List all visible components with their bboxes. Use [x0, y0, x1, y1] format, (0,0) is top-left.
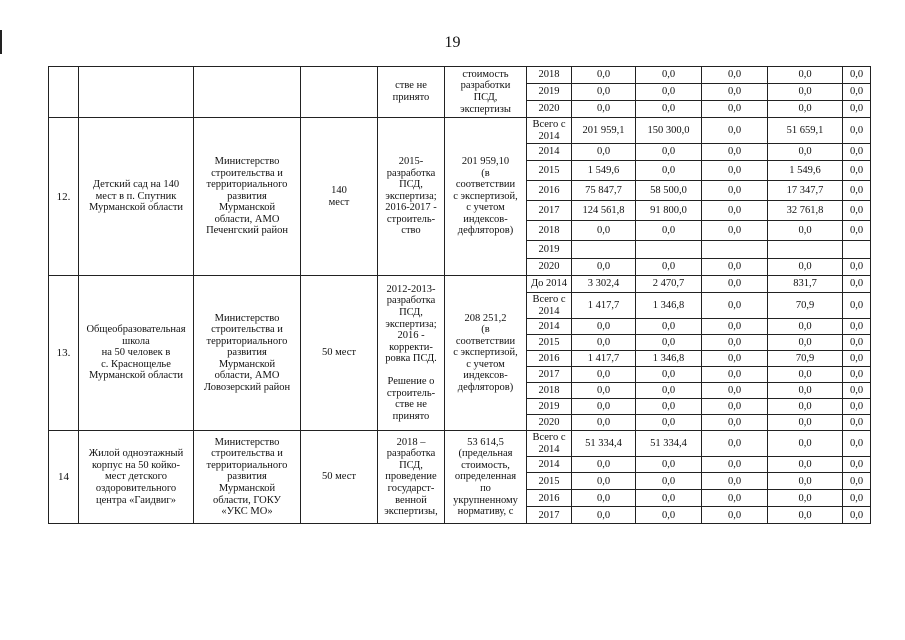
value-cell: 0,0 — [572, 507, 636, 524]
value-cell: 0,0 — [702, 181, 768, 201]
year-cell: 2014 — [527, 457, 572, 473]
value-cell: 0,0 — [843, 415, 871, 431]
value-cell: 3 302,4 — [572, 276, 636, 293]
value-cell: 0,0 — [636, 101, 702, 118]
value-cell: 0,0 — [702, 118, 768, 144]
year-cell: 2017 — [527, 201, 572, 221]
value-cell: 0,0 — [636, 473, 702, 490]
value-cell: 0,0 — [768, 101, 843, 118]
customer: Министерство строительства и территориального развития Мурманской области, АМО Ловозерский район — [194, 276, 301, 431]
value-cell: 0,0 — [702, 335, 768, 351]
page-number: 19 — [444, 34, 461, 51]
value-cell: 0,0 — [768, 473, 843, 490]
value-cell: 0,0 — [636, 383, 702, 399]
value-cell: 0,0 — [843, 473, 871, 490]
year-cell: 2018 — [527, 221, 572, 241]
value-cell: 0,0 — [702, 221, 768, 241]
capacity: 140 мест — [301, 118, 378, 276]
capacity — [301, 67, 378, 118]
value-cell: 0,0 — [768, 415, 843, 431]
cost: 53 614,5 (предельная стоимость, определенная по укрупненному нормативу, с — [445, 431, 527, 524]
value-cell: 0,0 — [572, 319, 636, 335]
value-cell: 0,0 — [636, 399, 702, 415]
value-cell: 0,0 — [768, 335, 843, 351]
value-cell: 831,7 — [768, 276, 843, 293]
customer: Министерство строительства и территориального развития Мурманской области, АМО Печенгский район — [194, 118, 301, 276]
value-cell: 0,0 — [843, 490, 871, 507]
value-cell: 0,0 — [702, 457, 768, 473]
object-name: Детский сад на 140 мест в п. Спутник Мурманской области — [79, 118, 194, 276]
cost: стоимость разработки ПСД, экспертизы — [445, 67, 527, 118]
year-cell: 2016 — [527, 490, 572, 507]
value-cell: 0,0 — [702, 351, 768, 367]
value-cell: 0,0 — [702, 415, 768, 431]
value-cell: 0,0 — [843, 431, 871, 457]
value-cell: 0,0 — [702, 319, 768, 335]
value-cell — [636, 241, 702, 259]
value-cell: 0,0 — [572, 383, 636, 399]
value-cell: 0,0 — [636, 490, 702, 507]
year-cell: 2020 — [527, 415, 572, 431]
value-cell: 0,0 — [572, 490, 636, 507]
value-cell: 0,0 — [702, 399, 768, 415]
year-cell: 2018 — [527, 383, 572, 399]
value-cell: 124 561,8 — [572, 201, 636, 221]
value-cell: 0,0 — [843, 67, 871, 84]
value-cell: 0,0 — [702, 101, 768, 118]
value-cell: 0,0 — [702, 367, 768, 383]
value-cell: 0,0 — [636, 84, 702, 101]
year-cell: 2017 — [527, 367, 572, 383]
year-cell: 2019 — [527, 399, 572, 415]
year-cell: 2016 — [527, 351, 572, 367]
value-cell: 0,0 — [572, 67, 636, 84]
value-cell: 70,9 — [768, 351, 843, 367]
year-cell: 2014 — [527, 144, 572, 161]
value-cell: 0,0 — [768, 144, 843, 161]
year-cell: Всего с 2014 — [527, 118, 572, 144]
value-cell: 0,0 — [843, 367, 871, 383]
stage: 2015- разработка ПСД, экспертиза; 2016-2017 - строитель- ство — [378, 118, 445, 276]
object-name: Жилой одноэтажный корпус на 50 койко- мест детского оздоровительного центра «Гаидвиг» — [79, 431, 194, 524]
value-cell: 17 347,7 — [768, 181, 843, 201]
value-cell: 0,0 — [572, 415, 636, 431]
value-cell: 70,9 — [768, 293, 843, 319]
value-cell: 0,0 — [768, 221, 843, 241]
year-cell: 2018 — [527, 67, 572, 84]
value-cell: 2 470,7 — [636, 276, 702, 293]
value-cell: 1 417,7 — [572, 293, 636, 319]
value-cell: 0,0 — [843, 335, 871, 351]
value-cell: 0,0 — [768, 84, 843, 101]
value-cell: 0,0 — [768, 383, 843, 399]
value-cell: 0,0 — [636, 457, 702, 473]
value-cell: 0,0 — [702, 293, 768, 319]
value-cell: 0,0 — [572, 259, 636, 276]
stage: 2012-2013- разработка ПСД, экспертиза; 2016 - корректи- ровка ПСД. Решение о строитель- стве не принято — [378, 276, 445, 431]
table-row — [49, 431, 871, 457]
stage: 2018 – разработка ПСД, проведение государст- венной экспертизы, — [378, 431, 445, 524]
value-cell: 0,0 — [636, 144, 702, 161]
value-cell: 0,0 — [768, 399, 843, 415]
value-cell: 1 417,7 — [572, 351, 636, 367]
value-cell: 0,0 — [768, 490, 843, 507]
value-cell: 0,0 — [768, 507, 843, 524]
year-cell: 2015 — [527, 335, 572, 351]
value-cell: 0,0 — [702, 67, 768, 84]
value-cell: 0,0 — [572, 101, 636, 118]
year-cell: 2020 — [527, 259, 572, 276]
year-cell: До 2014 — [527, 276, 572, 293]
value-cell: 0,0 — [636, 367, 702, 383]
value-cell: 0,0 — [843, 201, 871, 221]
value-cell: 0,0 — [702, 161, 768, 181]
value-cell: 0,0 — [843, 319, 871, 335]
value-cell: 32 761,8 — [768, 201, 843, 221]
capacity: 50 мест — [301, 431, 378, 524]
value-cell: 0,0 — [843, 259, 871, 276]
value-cell: 201 959,1 — [572, 118, 636, 144]
row-number: 14 — [49, 431, 79, 524]
value-cell: 0,0 — [572, 399, 636, 415]
year-cell: 2014 — [527, 319, 572, 335]
value-cell: 0,0 — [843, 144, 871, 161]
value-cell — [843, 241, 871, 259]
value-cell: 0,0 — [636, 67, 702, 84]
value-cell: 0,0 — [702, 201, 768, 221]
year-cell: 2019 — [527, 84, 572, 101]
value-cell: 0,0 — [702, 383, 768, 399]
value-cell: 0,0 — [843, 351, 871, 367]
value-cell: 0,0 — [636, 507, 702, 524]
stage: стве не принято — [378, 67, 445, 118]
value-cell: 0,0 — [768, 367, 843, 383]
value-cell: 0,0 — [572, 221, 636, 241]
value-cell: 0,0 — [702, 276, 768, 293]
row-number: 12. — [49, 118, 79, 276]
year-cell: 2019 — [527, 241, 572, 259]
value-cell: 0,0 — [843, 457, 871, 473]
value-cell — [572, 241, 636, 259]
cost: 208 251,2 (в соответствии с экспертизой, с учетом индексов- дефляторов) — [445, 276, 527, 431]
value-cell: 0,0 — [843, 118, 871, 144]
value-cell: 0,0 — [843, 181, 871, 201]
table-row — [49, 118, 871, 144]
value-cell: 0,0 — [636, 221, 702, 241]
value-cell: 0,0 — [843, 399, 871, 415]
row-number: 13. — [49, 276, 79, 431]
value-cell: 0,0 — [702, 507, 768, 524]
value-cell: 0,0 — [843, 84, 871, 101]
row-number — [49, 67, 79, 118]
cost: 201 959,10 (в соответствии с экспертизой, с учетом индексов- дефляторов) — [445, 118, 527, 276]
value-cell: 51 334,4 — [572, 431, 636, 457]
customer: Министерство строительства и территориального развития Мурманской области, ГОКУ «УКС МО» — [194, 431, 301, 524]
value-cell: 0,0 — [768, 259, 843, 276]
value-cell: 0,0 — [702, 490, 768, 507]
value-cell: 1 549,6 — [768, 161, 843, 181]
value-cell: 0,0 — [768, 319, 843, 335]
value-cell: 150 300,0 — [636, 118, 702, 144]
table-row — [49, 67, 871, 84]
year-cell: 2020 — [527, 101, 572, 118]
value-cell: 0,0 — [768, 431, 843, 457]
value-cell: 58 500,0 — [636, 181, 702, 201]
value-cell: 0,0 — [843, 276, 871, 293]
value-cell: 0,0 — [572, 457, 636, 473]
value-cell: 75 847,7 — [572, 181, 636, 201]
value-cell: 0,0 — [702, 259, 768, 276]
value-cell — [702, 241, 768, 259]
customer — [194, 67, 301, 118]
value-cell: 0,0 — [702, 431, 768, 457]
year-cell: 2016 — [527, 181, 572, 201]
value-cell: 0,0 — [843, 161, 871, 181]
table-row — [49, 276, 871, 293]
capacity: 50 мест — [301, 276, 378, 431]
value-cell: 0,0 — [572, 144, 636, 161]
value-cell: 0,0 — [572, 473, 636, 490]
value-cell: 0,0 — [768, 457, 843, 473]
year-cell: 2017 — [527, 507, 572, 524]
value-cell: 0,0 — [702, 84, 768, 101]
value-cell: 0,0 — [702, 473, 768, 490]
value-cell: 0,0 — [636, 161, 702, 181]
value-cell: 1 549,6 — [572, 161, 636, 181]
year-cell: 2015 — [527, 473, 572, 490]
value-cell: 1 346,8 — [636, 351, 702, 367]
year-cell: Всего с 2014 — [527, 431, 572, 457]
object-name — [79, 67, 194, 118]
value-cell: 51 334,4 — [636, 431, 702, 457]
value-cell: 0,0 — [636, 319, 702, 335]
year-cell: Всего с 2014 — [527, 293, 572, 319]
year-cell: 2015 — [527, 161, 572, 181]
value-cell: 0,0 — [636, 335, 702, 351]
value-cell: 0,0 — [572, 84, 636, 101]
budget-table — [48, 66, 871, 524]
value-cell: 0,0 — [843, 383, 871, 399]
value-cell: 0,0 — [636, 259, 702, 276]
value-cell: 0,0 — [843, 507, 871, 524]
value-cell: 0,0 — [768, 67, 843, 84]
value-cell: 1 346,8 — [636, 293, 702, 319]
value-cell: 0,0 — [572, 367, 636, 383]
value-cell: 91 800,0 — [636, 201, 702, 221]
value-cell: 0,0 — [843, 101, 871, 118]
value-cell: 0,0 — [572, 335, 636, 351]
value-cell — [768, 241, 843, 259]
value-cell: 51 659,1 — [768, 118, 843, 144]
value-cell: 0,0 — [843, 221, 871, 241]
value-cell: 0,0 — [843, 293, 871, 319]
object-name: Общеобразовательная школа на 50 человек в с. Краснощелье Мурманской области — [79, 276, 194, 431]
value-cell: 0,0 — [636, 415, 702, 431]
value-cell: 0,0 — [702, 144, 768, 161]
